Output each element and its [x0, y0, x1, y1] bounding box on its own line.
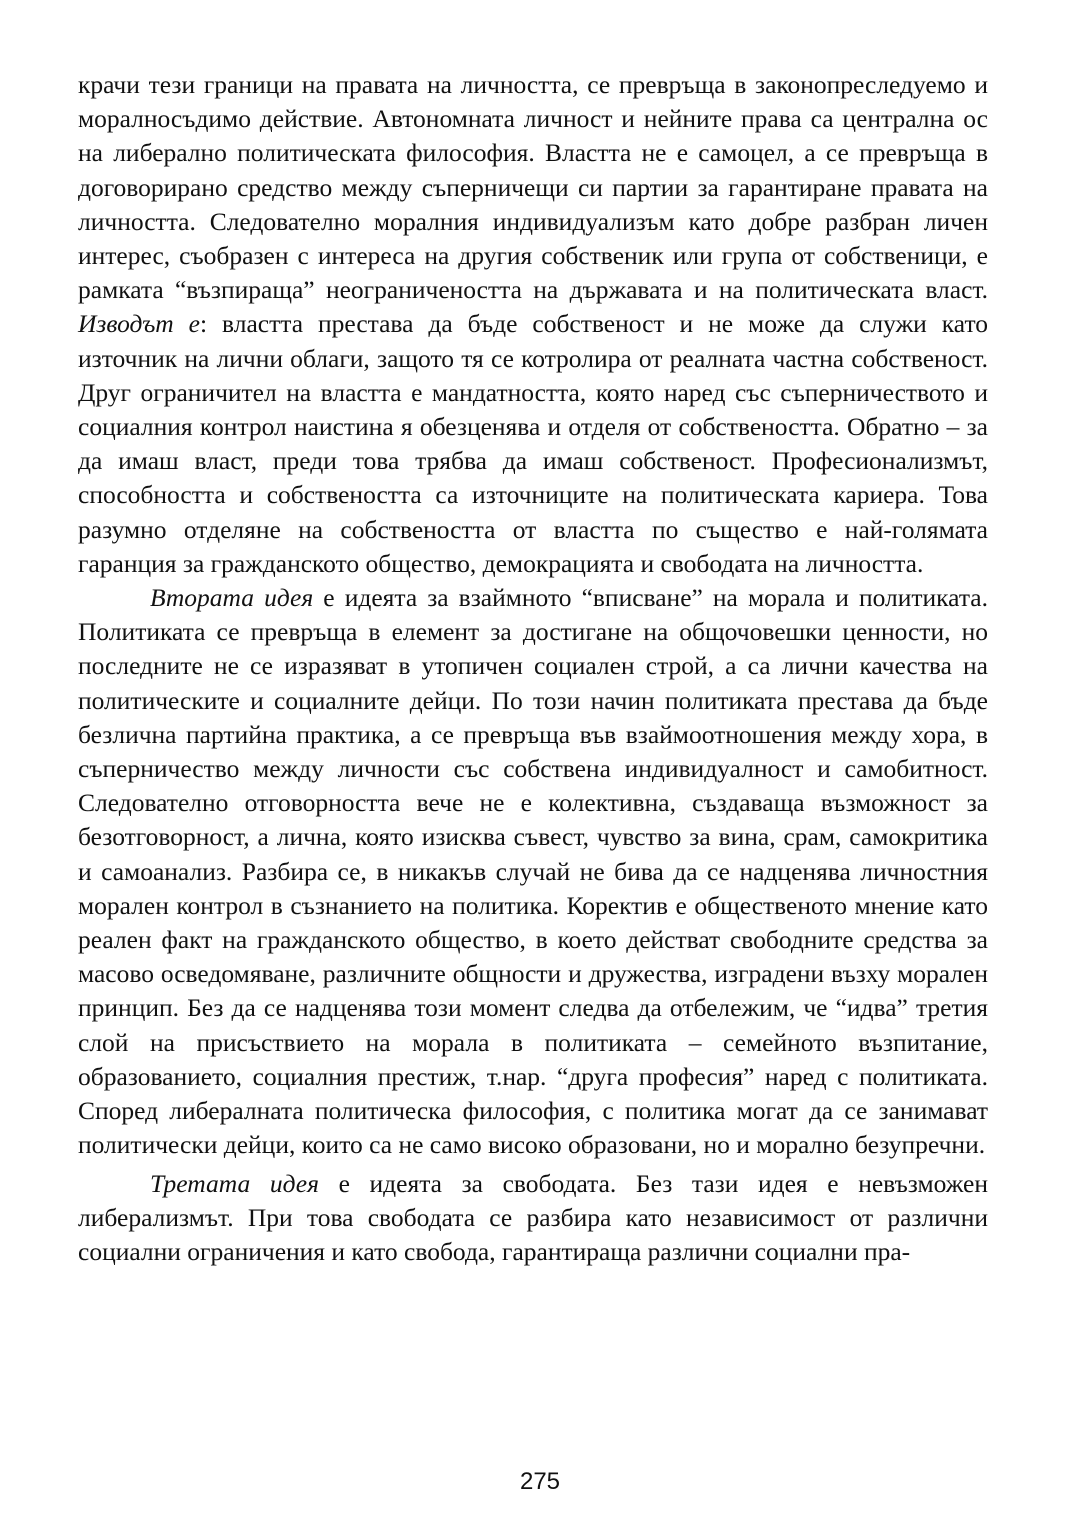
page-number: 275	[519, 1468, 561, 1495]
page-body	[78, 68, 988, 1269]
paragraph-text: крачи тези граници на правата на личността, се превръща в законопреследуемо и моралносъдимо действие. Автономната личност и нейните права са централна ос на либерално политическата философия. Властта не е самоцел, а се превръща в договорирано средство между съперничещи си партии за гарантиране правата на личността. Следователно моралния индивидуализъм като добре разбран личен интерес, съобразен с интереса на другия собственик или група от собственици, е рамката “възпираща” неограничеността на държавата и на политическата власт.	[78, 70, 988, 305]
italic-term: Втората идея	[150, 583, 314, 613]
paragraph-text: е идеята за взаймното “вписване” на морала и политиката. Политиката се превръща в елемент за достигане на общочовешки ценности, но последните не се изразяват в утопичен социален строй, а са лични качества на политическите и социалните дейци. По този начин политиката престава да бъде безлична партийна практика, а се превръща във взаймоотношения между хора, в съперничество между личности със собствена индивидуалност и самобитност. Следователно отговорността вече не е колективна, създаваща възможност за безотговорност, а лична, която изисква съвест, чувство за вина, срам, самокритика и самоанализ. Разбира се, в никакъв случай не бива да се надценява личностния морален контрол в съзнанието на политика. Коректив е общественото мнение като реален факт на гражданското общество, в което действат свободните средства за масово осведомяване, различните общности и дружества, изградени възху морален принцип. Без да се надценява този момент следва да отбележим, че “идва” третия слой на присъствието на морала в политиката – семейното възпитание, образованието, социалния престиж, т.нар. “друга професия” наред с политиката. Според либералната политическа философия, с политика могат да се занимават политически дейци, които са не само високо образовани, но и морално безупречни.	[78, 583, 988, 1160]
paragraph-text: : властта престава да бъде собственост и не може да служи като източник на лични облаги, защото тя се котролира от реалната частна собственост. Друг ограничител на властта е мандатността, която наред със съперничеството и социалния контрол наистина я обезценява и отделя от собствеността. Обратно – за да имаш власт, преди това трябва да имаш собственост. Професионализмът, способността и собствеността са източниците на политическата кариера. Това разумно отделяне на собствеността от властта по същество е най-голямата гаранция за гражданското общество, демокрацията и свободата на личността.	[78, 309, 988, 578]
paragraph-third-idea	[78, 1167, 988, 1270]
paragraph-second-idea	[78, 581, 988, 1162]
paragraph-liberal-individualism	[78, 68, 988, 581]
italic-term: Третата идея	[150, 1168, 319, 1198]
italic-term: Изводът е	[78, 309, 200, 339]
paragraph-text: е идеята за свободата. Без тази идея е невъзможен либерализмът. При това свободата се разбира като независимост от различни социални ограничения и като свобода, гарантираща различни социални пра-	[78, 1168, 988, 1266]
